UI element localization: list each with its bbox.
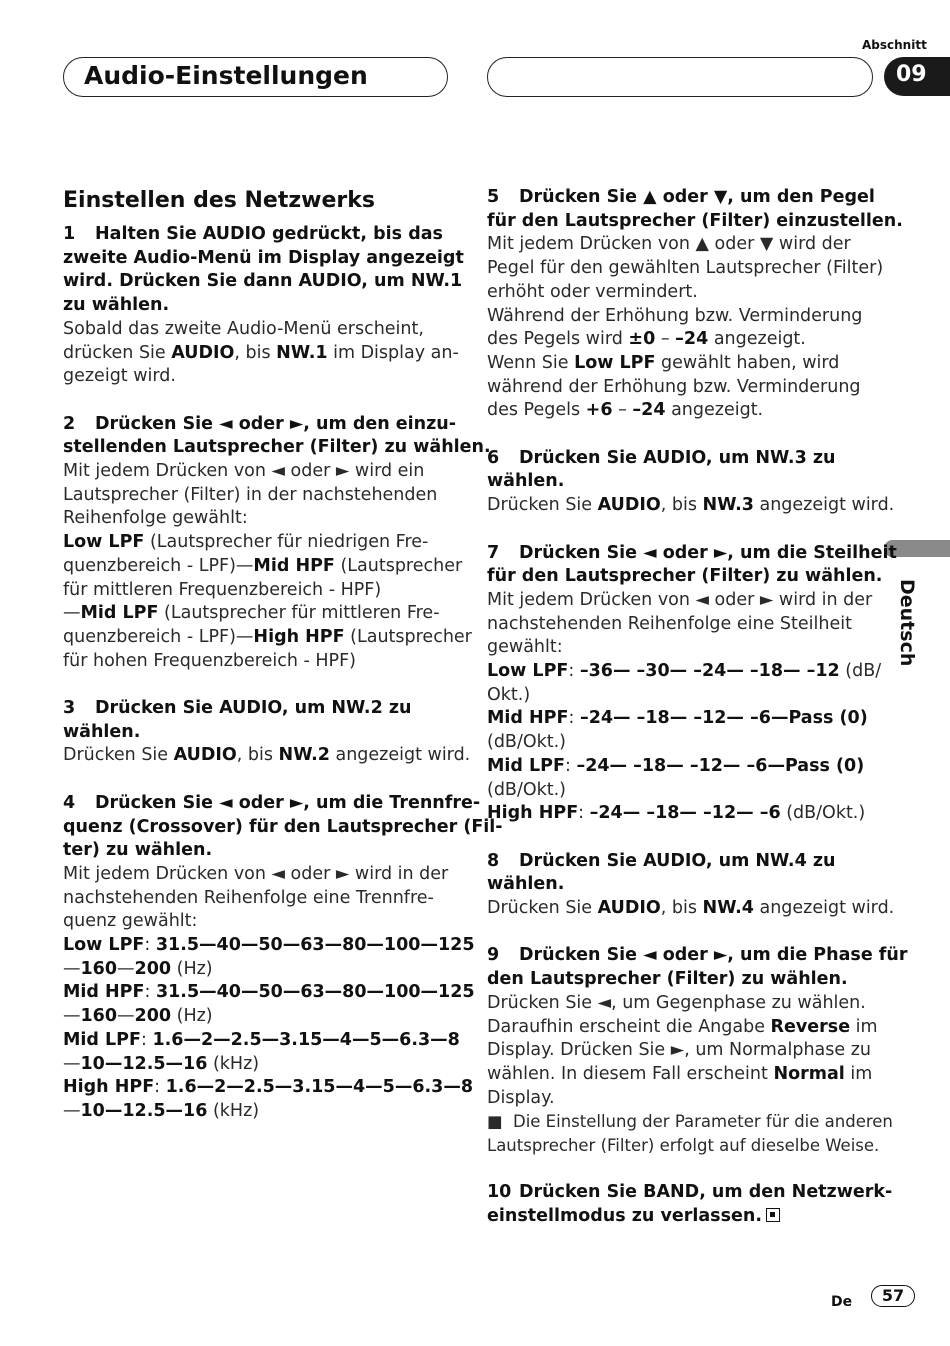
- body-text: Drücken Sie: [487, 495, 598, 516]
- step-body-line: [487, 1016, 878, 1040]
- step-body-line: [63, 1100, 455, 1124]
- step-heading-line: [63, 294, 455, 318]
- step-body-line: [63, 531, 455, 555]
- emphasis-text: NW.4: [702, 898, 754, 919]
- step-body-line: [487, 589, 875, 613]
- body-text: im: [844, 1063, 873, 1084]
- body-text: (dB/Okt.): [487, 779, 566, 800]
- step-body-line: [63, 863, 455, 887]
- step-heading-text: einstellmodus zu verlassen.: [487, 1206, 762, 1227]
- step-1: [63, 223, 464, 389]
- step-body-line: [63, 555, 463, 579]
- body-text: Pegel für den gewählten Lautsprecher (Filter): [487, 258, 884, 279]
- emphasis-text: 200: [134, 1006, 172, 1027]
- body-text: (Hz): [171, 958, 213, 979]
- step-body-line: [487, 684, 875, 708]
- body-text: drücken Sie: [63, 342, 172, 363]
- step-heading-line: [63, 436, 491, 460]
- body-text: (kHz): [207, 1053, 260, 1074]
- step-number: 7: [487, 542, 500, 563]
- emphasis-text: High HPF: [487, 803, 579, 824]
- step-heading-line: [63, 697, 455, 721]
- body-text: Reihenfolge gewählt:: [63, 508, 248, 529]
- step-heading-text: Drücken Sie AUDIO, um NW.3 zu: [519, 447, 836, 468]
- step-heading-text: Drücken Sie ▲ oder ▼, um den Pegel: [519, 187, 875, 207]
- step-heading-line: [487, 447, 875, 471]
- body-text: angezeigt wird.: [329, 745, 471, 766]
- step-body-line: [487, 328, 875, 352]
- step-heading-line: [487, 542, 897, 566]
- step-body-line: [487, 731, 875, 755]
- step-heading-text: den Lautsprecher (Filter) zu wählen.: [487, 969, 848, 990]
- step-heading-text: quenz (Crossover) für den Lautsprecher (Fil-: [63, 816, 503, 837]
- step-heading-line: [487, 1181, 893, 1205]
- step-body-line: [63, 981, 475, 1005]
- step-heading-line: [63, 792, 481, 816]
- body-text: (dB/: [839, 661, 882, 682]
- body-text: (Lautsprecher: [344, 626, 472, 647]
- step-body-line: [63, 579, 455, 603]
- note-line: [487, 1110, 893, 1134]
- emphasis-text: –36— –30— –24— –18— –12: [579, 661, 840, 682]
- section-title: Einstellen des Netzwerks: [63, 188, 375, 213]
- body-text: —: [117, 958, 135, 979]
- section-tab: [884, 57, 950, 96]
- step-number: 1: [63, 224, 76, 244]
- step-3: [63, 697, 471, 768]
- emphasis-text: –24— –18— –12— –6: [589, 803, 781, 824]
- step-body-line: [487, 399, 875, 423]
- body-text: :: [144, 935, 156, 956]
- body-text: für hohen Frequenzbereich - HPF): [63, 650, 357, 671]
- language-tab-label: Deutsch: [896, 579, 918, 667]
- step-body-line: [487, 613, 875, 637]
- step-body-line: [63, 744, 471, 768]
- step-heading-text: Drücken Sie ◄ oder ►, um die Trennfre-: [95, 792, 481, 813]
- step-body-line: [63, 1076, 474, 1100]
- step-9: [487, 944, 908, 1157]
- body-text: wählen. In diesem Fall erscheint: [487, 1063, 774, 1084]
- emphasis-text: High HPF: [63, 1077, 155, 1098]
- section-number: 09: [896, 62, 927, 87]
- body-text: —: [63, 958, 81, 979]
- emphasis-text: Mid HPF: [487, 708, 569, 729]
- step-heading-line: [63, 247, 464, 271]
- step-body-line: [487, 636, 875, 660]
- step-body-line: [487, 779, 875, 803]
- step-body-line: [487, 1063, 875, 1087]
- step-heading-line: [487, 850, 875, 874]
- note-text: Die Einstellung der Parameter für die anderen: [513, 1112, 893, 1132]
- emphasis-text: 10—12.5—16: [80, 1100, 208, 1121]
- emphasis-text: ±0: [628, 329, 656, 350]
- body-text: quenz gewählt:: [63, 911, 198, 932]
- body-text: im: [850, 1016, 878, 1037]
- body-text: –: [612, 400, 633, 421]
- body-text: (Lautsprecher: [334, 555, 463, 576]
- step-heading-text: Drücken Sie BAND, um den Netzwerk-: [519, 1182, 893, 1203]
- body-text: des Pegels: [487, 400, 586, 421]
- step-number: 5: [487, 187, 500, 207]
- emphasis-text: 200: [134, 958, 172, 979]
- step-number: 2: [63, 413, 76, 434]
- step-heading-line: [487, 968, 875, 992]
- body-text: :: [144, 982, 156, 1003]
- step-body-line: [63, 650, 455, 674]
- step-heading-text: Drücken Sie ◄ oder ►, um den einzu-: [95, 413, 456, 434]
- page-number: 57: [871, 1285, 915, 1307]
- step-2: [63, 413, 491, 674]
- body-text: für mittleren Frequenzbereich - HPF): [63, 579, 382, 600]
- step-heading-line: [487, 186, 875, 210]
- body-text: –: [655, 329, 676, 350]
- step-number: 6: [487, 447, 500, 468]
- step-body-line: [487, 376, 875, 400]
- body-text: Mit jedem Drücken von ◄ oder ► wird ein: [63, 461, 425, 482]
- body-text: :: [154, 1077, 166, 1098]
- chapter-title-box: [63, 57, 448, 97]
- step-heading-text: Drücken Sie ◄ oder ►, um die Phase für: [519, 945, 908, 966]
- step-body-line: [63, 484, 455, 508]
- emphasis-text: Mid LPF: [63, 1029, 141, 1050]
- emphasis-text: AUDIO: [597, 898, 661, 919]
- emphasis-text: +6: [585, 400, 613, 421]
- body-text: Display. Drücken Sie ►, um Normalphase zu: [487, 1040, 872, 1061]
- body-text: (Hz): [171, 1006, 213, 1027]
- emphasis-text: Mid HPF: [253, 555, 335, 576]
- body-text: des Pegels wird: [487, 329, 629, 350]
- step-body-line: [487, 802, 875, 826]
- step-8: [487, 850, 895, 921]
- header-blank-box: [487, 57, 873, 97]
- step-number: 4: [63, 792, 76, 813]
- emphasis-text: 160: [80, 958, 118, 979]
- step-heading-line: [487, 565, 883, 589]
- body-text: angezeigt.: [708, 329, 806, 350]
- emphasis-text: NW.3: [702, 495, 754, 516]
- note-line: [487, 1134, 880, 1158]
- step-body-line: [487, 660, 882, 684]
- body-text: Sobald das zweite Audio-Menü erscheint,: [63, 318, 424, 339]
- step-heading-text: wählen.: [487, 874, 565, 895]
- body-text: (kHz): [207, 1100, 260, 1121]
- emphasis-text: AUDIO: [173, 745, 237, 766]
- emphasis-text: 1.6—2—2.5—3.15—4—5—6.3—8: [165, 1077, 474, 1098]
- step-heading-line: [63, 839, 455, 863]
- emphasis-text: Low LPF: [574, 352, 656, 373]
- body-text: , bis: [660, 898, 703, 919]
- step-body-line: [487, 992, 875, 1016]
- step-heading-text: für den Lautsprecher (Filter) einzustellen.: [487, 210, 903, 231]
- step-body-line: [63, 507, 455, 531]
- emphasis-text: Low LPF: [63, 935, 145, 956]
- step-number: 10: [487, 1182, 512, 1203]
- step-heading-text: Halten Sie AUDIO gedrückt, bis das: [95, 224, 443, 244]
- emphasis-text: –24— –18— –12— –6—Pass (0): [576, 755, 865, 776]
- body-text: gewählt haben, wird: [655, 352, 840, 373]
- step-heading-line: [63, 270, 463, 294]
- body-text: angezeigt wird.: [753, 495, 895, 516]
- note-bullet-icon: ■: [487, 1112, 503, 1132]
- step-body-line: [487, 707, 875, 731]
- body-text: , bis: [660, 495, 703, 516]
- step-body-line: [63, 626, 472, 650]
- body-text: Während der Erhöhung bzw. Verminderung: [487, 305, 863, 326]
- step-heading-text: stellenden Lautsprecher (Filter) zu wählen.: [63, 437, 491, 458]
- body-text: :: [564, 755, 577, 776]
- step-heading-text: Drücken Sie ◄ oder ►, um die Steilheit: [519, 542, 897, 563]
- body-text: , bis: [236, 745, 279, 766]
- step-body-line: [487, 755, 875, 779]
- section-label: Abschnitt: [862, 38, 927, 52]
- body-text: Mit jedem Drücken von ◄ oder ► wird in der: [487, 589, 873, 610]
- emphasis-text: AUDIO: [597, 495, 661, 516]
- step-heading-line: [487, 1205, 875, 1229]
- emphasis-text: 1.6—2—2.5—3.15—4—5—6.3—8: [152, 1029, 460, 1050]
- step-body-line: [63, 934, 475, 958]
- emphasis-text: NW.1: [276, 342, 328, 363]
- body-text: angezeigt wird.: [753, 898, 895, 919]
- body-text: quenzbereich - LPF)—: [63, 626, 254, 647]
- step-10: [487, 1181, 893, 1228]
- step-heading-line: [487, 873, 875, 897]
- body-text: nachstehenden Reihenfolge eine Steilheit: [487, 613, 852, 634]
- body-text: :: [568, 661, 580, 682]
- step-heading-text: ter) zu wählen.: [63, 840, 213, 861]
- step-body-line: [487, 1087, 875, 1111]
- step-heading-line: [63, 413, 455, 437]
- body-text: (Lautsprecher für mittleren Fre-: [158, 603, 440, 624]
- emphasis-text: 31.5—40—50—63—80—100—125: [155, 935, 475, 956]
- emphasis-text: Normal: [773, 1063, 845, 1084]
- body-text: angezeigt.: [665, 400, 764, 421]
- body-text: gezeigt wird.: [63, 366, 176, 387]
- step-heading-text: Drücken Sie AUDIO, um NW.2 zu: [95, 698, 412, 719]
- step-4: [63, 792, 503, 1124]
- body-text: Mit jedem Drücken von ▲ oder ▼ wird der: [487, 234, 851, 255]
- body-text: (dB/Okt.): [487, 732, 566, 753]
- step-number: 3: [63, 698, 76, 719]
- body-text: während der Erhöhung bzw. Verminderung: [487, 376, 861, 397]
- step-7: [487, 542, 897, 826]
- step-body-line: [63, 1029, 460, 1053]
- step-5: [487, 186, 903, 423]
- body-text: —: [63, 1053, 81, 1074]
- step-body-line: [487, 1039, 875, 1063]
- step-number: 8: [487, 850, 500, 871]
- body-text: —: [63, 1006, 81, 1027]
- emphasis-text: Low LPF: [63, 532, 145, 553]
- body-text: Daraufhin erscheint die Angabe: [487, 1016, 771, 1037]
- step-heading-line: [487, 470, 875, 494]
- step-number: 9: [487, 945, 500, 966]
- body-text: :: [568, 708, 580, 729]
- step-heading-text: Drücken Sie AUDIO, um NW.4 zu: [519, 850, 836, 871]
- body-text: —: [117, 1006, 135, 1027]
- body-text: , bis: [234, 342, 277, 363]
- step-body-line: [63, 460, 455, 484]
- body-text: Okt.): [487, 684, 531, 705]
- step-heading-line: [63, 816, 503, 840]
- emphasis-text: Mid LPF: [487, 755, 565, 776]
- step-6: [487, 447, 895, 518]
- body-text: Mit jedem Drücken von ◄ oder ► wird in der: [63, 863, 449, 884]
- step-heading-line: [63, 223, 455, 247]
- step-body-line: [487, 305, 875, 329]
- chapter-title: Audio-Einstellungen: [84, 61, 368, 90]
- step-heading-text: für den Lautsprecher (Filter) zu wählen.: [487, 566, 883, 587]
- body-text: Lautsprecher (Filter) in der nachstehenden: [63, 484, 438, 505]
- emphasis-text: –24: [632, 400, 666, 421]
- body-text: —: [63, 603, 81, 624]
- emphasis-text: NW.2: [278, 745, 330, 766]
- body-text: :: [578, 803, 590, 824]
- body-text: (Lautsprecher für niedrigen Fre-: [144, 532, 429, 553]
- step-heading-text: wird. Drücken Sie dann AUDIO, um NW.1: [63, 271, 463, 292]
- body-text: :: [140, 1029, 153, 1050]
- emphasis-text: –24— –18— –12— –6—Pass (0): [579, 708, 868, 729]
- body-text: Drücken Sie: [63, 745, 174, 766]
- body-text: nachstehenden Reihenfolge eine Trennfre-: [63, 887, 434, 908]
- step-heading-text: zu wählen.: [63, 295, 170, 316]
- left-column: [63, 186, 503, 1147]
- body-text: Wenn Sie: [487, 352, 575, 373]
- emphasis-text: 160: [80, 1006, 118, 1027]
- emphasis-text: 31.5—40—50—63—80—100—125: [155, 982, 475, 1003]
- end-mark-icon: [766, 1208, 780, 1222]
- body-text: erhöht oder vermindert.: [487, 281, 698, 302]
- note-text: Lautsprecher (Filter) erfolgt auf dieselbe Weise.: [487, 1136, 880, 1156]
- emphasis-text: Reverse: [770, 1016, 851, 1037]
- step-body-line: [487, 494, 895, 518]
- step-body-line: [63, 342, 459, 366]
- emphasis-text: 10—12.5—16: [80, 1053, 208, 1074]
- step-body-line: [487, 233, 875, 257]
- step-body-line: [487, 352, 875, 376]
- body-text: Display.: [487, 1087, 555, 1108]
- body-text: Drücken Sie ◄, um Gegenphase zu wählen.: [487, 992, 866, 1013]
- step-body-line: [63, 318, 455, 342]
- step-body-line: [63, 910, 455, 934]
- step-heading-line: [487, 944, 908, 968]
- step-heading-text: wählen.: [487, 471, 565, 492]
- emphasis-text: High HPF: [253, 626, 345, 647]
- step-body-line: [487, 281, 875, 305]
- step-body-line: [63, 958, 455, 982]
- step-heading-line: [63, 721, 455, 745]
- body-text: (dB/Okt.): [780, 803, 866, 824]
- left-steps: [63, 223, 503, 1124]
- step-body-line: [63, 1005, 455, 1029]
- step-body-line: [63, 602, 455, 626]
- body-text: gewählt:: [487, 637, 563, 658]
- emphasis-text: Mid LPF: [80, 603, 159, 624]
- step-body-line: [487, 897, 895, 921]
- emphasis-text: Mid HPF: [63, 982, 145, 1003]
- footer-language-code: De: [831, 1294, 853, 1310]
- body-text: Drücken Sie: [487, 898, 598, 919]
- step-heading-line: [487, 210, 903, 234]
- body-text: quenzbereich - LPF)—: [63, 555, 254, 576]
- emphasis-text: Low LPF: [487, 661, 569, 682]
- step-body-line: [63, 1053, 455, 1077]
- emphasis-text: –24: [675, 329, 709, 350]
- step-body-line: [63, 887, 455, 911]
- body-text: —: [63, 1100, 81, 1121]
- body-text: im Display an-: [327, 342, 459, 363]
- step-body-line: [487, 257, 884, 281]
- emphasis-text: AUDIO: [171, 342, 235, 363]
- step-body-line: [63, 365, 455, 389]
- step-heading-text: wählen.: [63, 721, 141, 742]
- step-heading-text: zweite Audio-Menü im Display angezeigt: [63, 247, 464, 268]
